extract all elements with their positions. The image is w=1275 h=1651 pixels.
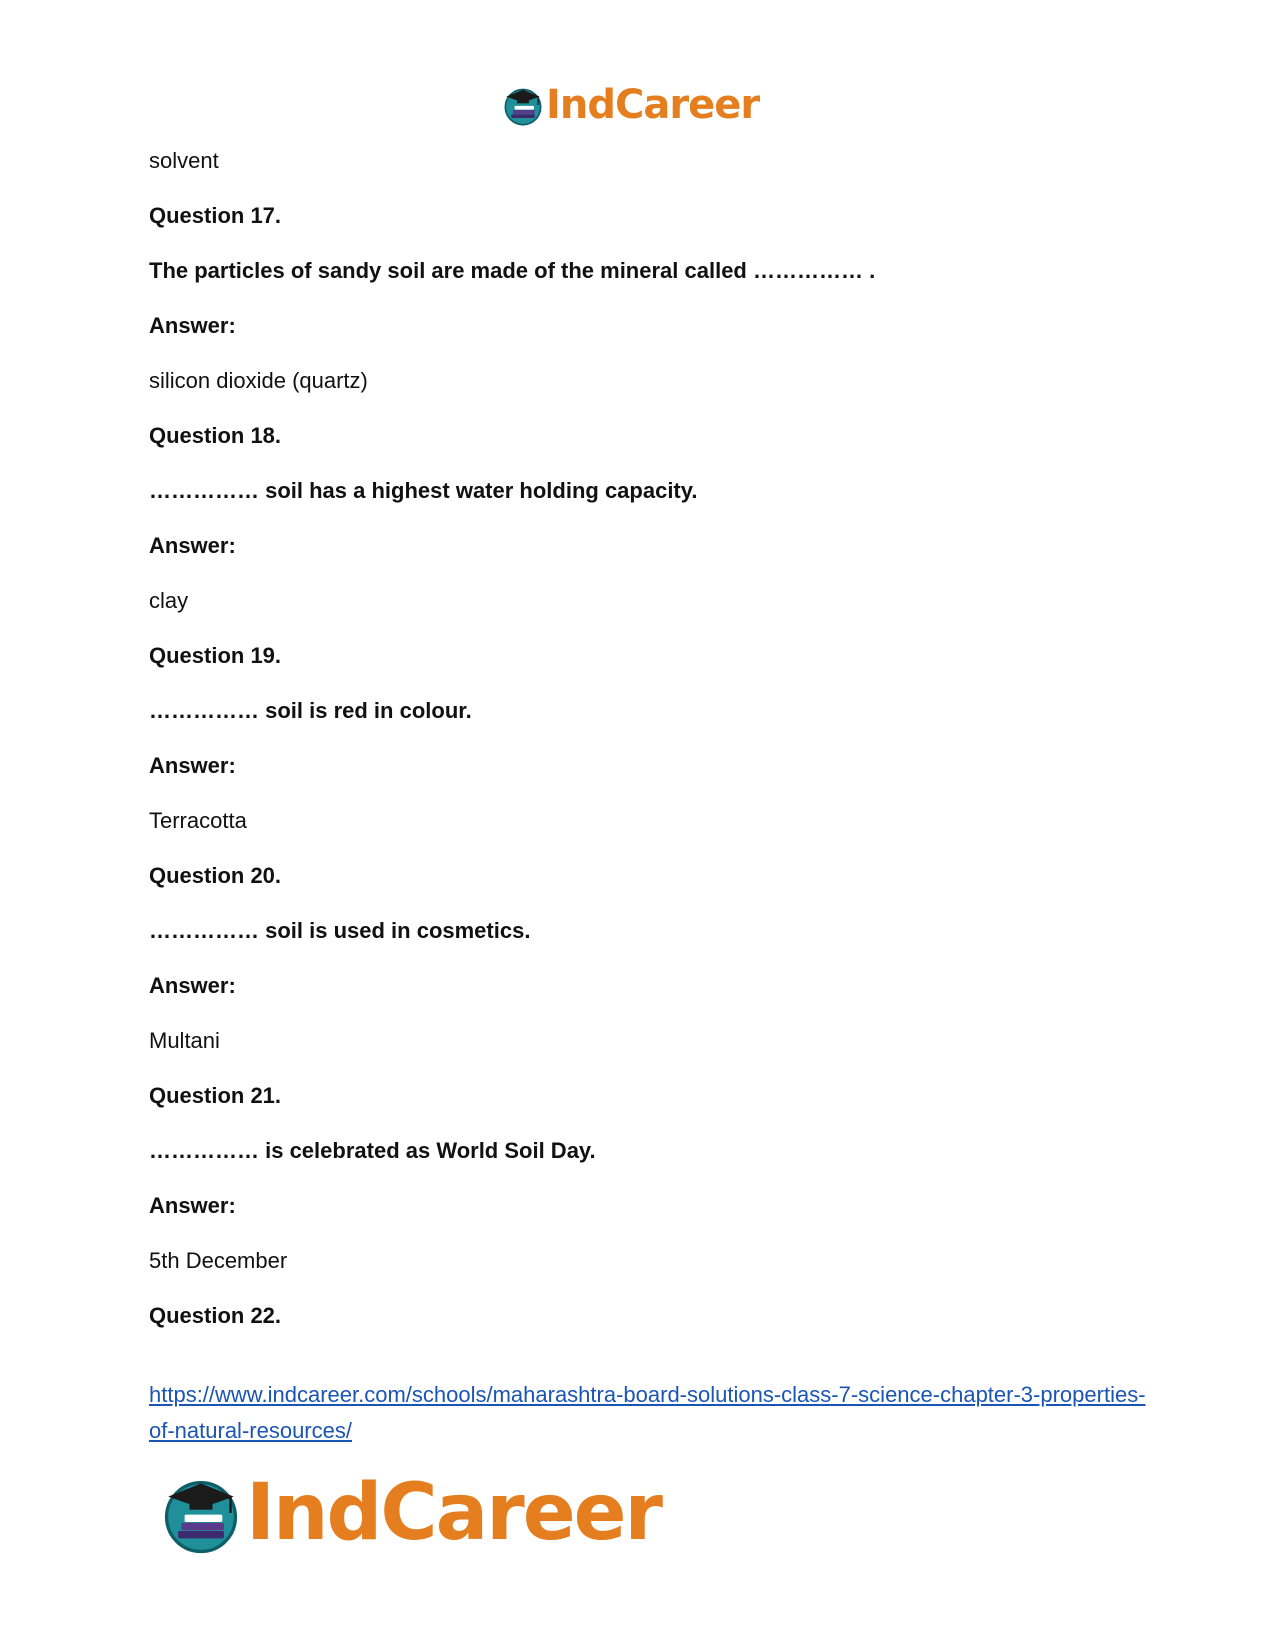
graduation-cap-books-icon xyxy=(160,1472,242,1554)
question-text: …………… soil is used in cosmetics. xyxy=(149,918,531,943)
header-logo xyxy=(502,80,759,130)
question-number: Question 19. xyxy=(149,643,282,668)
source-link[interactable]: https://www.indcareer.com/schools/maharashtra-board-solutions-class-7-science-chapter-3-properties-of-natural-resources/ xyxy=(149,1382,1146,1443)
question-number: Question 22. xyxy=(149,1303,282,1328)
answer-text: 5th December xyxy=(149,1248,288,1273)
answer-label: Answer: xyxy=(149,1193,236,1218)
question-number: Question 20. xyxy=(149,863,282,888)
answer-label: Answer: xyxy=(149,313,236,338)
question-text: …………… is celebrated as World Soil Day. xyxy=(149,1138,596,1163)
question-text: The particles of sandy soil are made of the mineral called …………… . xyxy=(149,258,876,283)
answer-label: Answer: xyxy=(149,753,236,778)
question-number: Question 18. xyxy=(149,423,282,448)
answer-text: solvent xyxy=(149,148,219,173)
graduation-cap-books-icon xyxy=(502,84,544,126)
answer-text: clay xyxy=(149,588,189,613)
logo-text: IndCareer xyxy=(246,1468,661,1558)
answer-text: silicon dioxide (quartz) xyxy=(149,368,368,393)
question-text: …………… soil is red in colour. xyxy=(149,698,472,723)
logo-text: IndCareer xyxy=(546,82,760,128)
answer-label: Answer: xyxy=(149,533,236,558)
answer-text: Terracotta xyxy=(149,808,247,833)
answer-label: Answer: xyxy=(149,973,236,998)
question-number: Question 21. xyxy=(149,1083,282,1108)
footer-logo xyxy=(160,1468,661,1558)
document-body xyxy=(149,147,1149,1357)
question-text: …………… soil has a highest water holding capacity. xyxy=(149,478,698,503)
answer-text: Multani xyxy=(149,1028,220,1053)
question-number: Question 17. xyxy=(149,203,282,228)
